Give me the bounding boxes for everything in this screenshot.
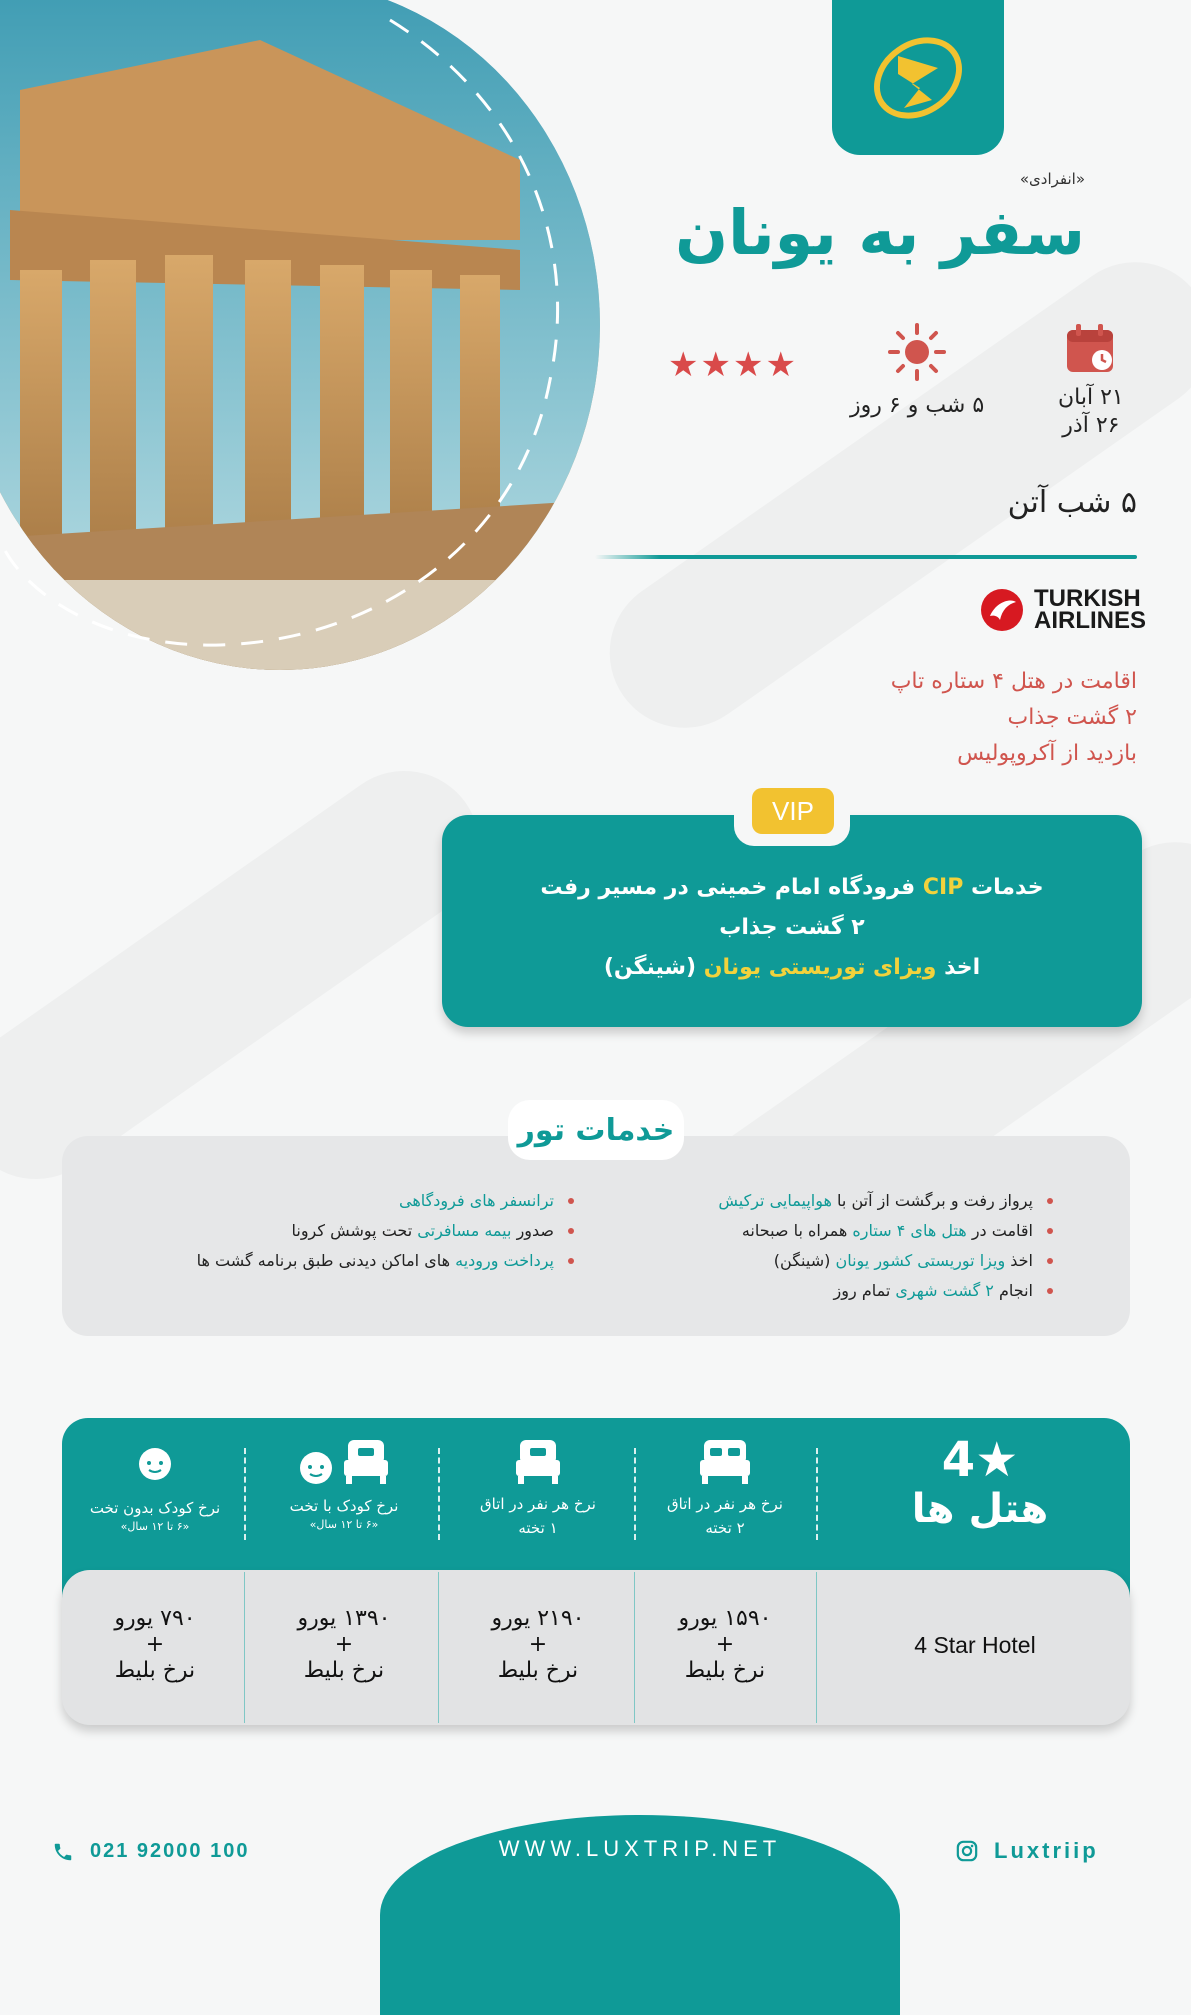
price-cell-child-no-bed: ۷۹۰ یورو + نرخ بلیط <box>114 1606 196 1683</box>
sun-icon <box>887 322 947 382</box>
hotel-star-count: 4 <box>941 1432 976 1488</box>
brand-logo <box>832 0 1004 155</box>
service-item: صدور بیمه مسافرتی تحت پوشش کرونا <box>197 1216 574 1246</box>
airline-name-line1: TURKISH <box>1034 585 1141 612</box>
airline-name-line2: AIRLINES <box>1034 607 1147 634</box>
services-right-column <box>718 1186 1053 1306</box>
highlight-item: ۲ گشت جذاب <box>1007 705 1137 730</box>
highlight-item: بازدید از آکروپولیس <box>957 741 1137 766</box>
star-icon: ★ <box>765 345 798 385</box>
hotel-column-header <box>900 1434 1060 1532</box>
website-link[interactable]: WWW.LUXTRIP.NET <box>498 1836 782 1861</box>
price-cell-double: ۱۵۹۰ یورو + نرخ بلیط <box>678 1606 772 1683</box>
end-date: ۲۶ آذر <box>1062 413 1120 438</box>
hero-image <box>0 0 600 670</box>
header-single-room: نرخ هر نفر در اتاق ۱ تخته <box>460 1436 616 1540</box>
highlights-list <box>891 664 1137 772</box>
phone-icon <box>52 1841 74 1863</box>
service-item: اخذ ویزا توریستی کشور یونان (شینگن) <box>718 1246 1053 1276</box>
vip-line-tours: ۲ گشت جذاب <box>719 915 865 940</box>
start-date: ۲۱ آبان <box>1058 385 1124 410</box>
column-separator <box>438 1448 440 1540</box>
bed-icon <box>342 1436 390 1486</box>
vip-line-cip: خدمات CIP فرودگاه امام خمینی در مسیر رفت <box>540 875 1044 900</box>
instagram-handle: Luxtriip <box>994 1838 1099 1863</box>
hotels-label: هتل ها <box>911 1486 1049 1532</box>
service-item: اقامت در هتل های ۴ ستاره همراه با صبحانه <box>718 1216 1053 1246</box>
services-left-column <box>197 1186 574 1276</box>
vip-services-list <box>442 868 1142 988</box>
column-separator <box>816 1448 818 1540</box>
highlight-item: اقامت در هتل ۴ ستاره تاپ <box>890 669 1137 694</box>
child-face-icon <box>137 1446 173 1482</box>
page-title: سفر به یونان <box>675 196 1085 269</box>
price-cell-child-bed: ۱۳۹۰ یورو + نرخ بلیط <box>297 1606 391 1683</box>
service-item: پرداخت ورودیه های اماکن دیدنی طبق برنامه گشت ها <box>197 1246 574 1276</box>
header-child-with-bed: نرخ کودک با تخت «۶ تا ۱۲ سال» <box>264 1436 424 1532</box>
star-icon: ★ <box>700 345 733 385</box>
star-icon: ★ <box>732 345 766 385</box>
cell-divider <box>438 1572 439 1723</box>
cell-divider <box>634 1572 635 1723</box>
star-icon: ★ <box>975 1432 1019 1488</box>
header-child-no-bed: نرخ کودک بدون تخت «۶ تا ۱۲ سال» <box>80 1436 230 1534</box>
vip-badge: VIP <box>752 788 834 834</box>
phone-number: 021 92000 100 <box>90 1840 250 1862</box>
phone-contact[interactable] <box>52 1840 249 1863</box>
service-item: انجام ۲ گشت شهری تمام روز <box>718 1276 1053 1306</box>
route-nights: ۵ شب آتن <box>1007 485 1137 520</box>
hotel-rating-stars <box>668 345 798 385</box>
cell-divider <box>816 1572 817 1723</box>
service-item: ترانسفر های فرودگاهی <box>197 1186 574 1216</box>
dates-block <box>1058 322 1124 440</box>
calendar-icon <box>1064 322 1118 376</box>
instagram-icon <box>956 1840 978 1862</box>
column-separator <box>244 1448 246 1540</box>
star-icon: ★ <box>668 345 701 385</box>
instagram-contact[interactable] <box>956 1838 1099 1864</box>
hotel-name-cell: 4 Star Hotel <box>914 1632 1036 1658</box>
cell-divider <box>244 1572 245 1723</box>
airline-logo <box>980 585 1147 634</box>
header-double-room: نرخ هر نفر در اتاق ۲ تخته <box>650 1436 800 1540</box>
double-bed-icon <box>698 1436 752 1486</box>
vip-line-visa: اخذ ویزای توریستی یونان (شینگن) <box>603 955 981 980</box>
divider <box>595 555 1137 559</box>
single-bed-icon <box>514 1436 562 1486</box>
services-title: خدمات تور <box>508 1100 684 1160</box>
service-item: پرواز رفت و برگشت از آتن با هواپیمایی ترکیش <box>718 1186 1053 1216</box>
tour-type-tag: «انفرادی» <box>1019 170 1085 188</box>
trip-duration: ۵ شب و ۶ روز <box>850 393 985 418</box>
child-face-icon <box>298 1450 334 1486</box>
price-cell-single: ۲۱۹۰ یورو + نرخ بلیط <box>491 1606 585 1683</box>
duration-block <box>850 322 984 420</box>
turkish-airlines-icon <box>980 588 1024 632</box>
column-separator <box>634 1448 636 1540</box>
